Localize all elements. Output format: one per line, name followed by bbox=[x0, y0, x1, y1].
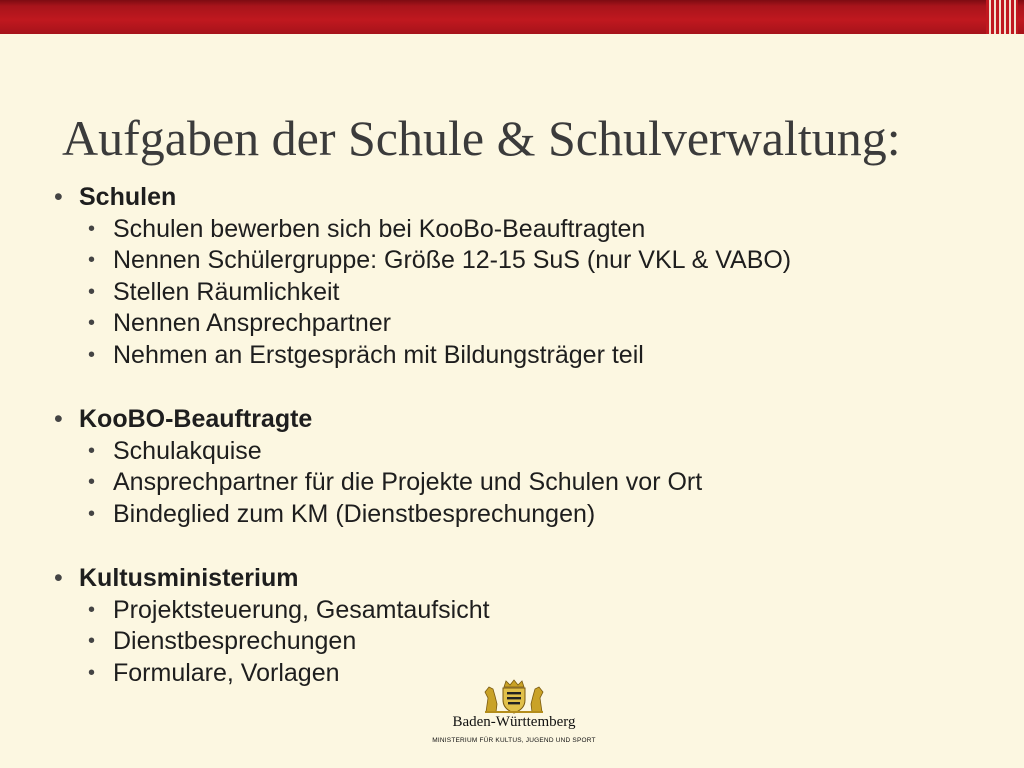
list-item bbox=[0, 277, 1024, 309]
bullet: • bbox=[88, 439, 96, 462]
section-gap bbox=[0, 530, 1024, 563]
list-item-text: Schulakquise bbox=[113, 436, 262, 465]
list-item-text: Projektsteuerung, Gesamtaufsicht bbox=[113, 595, 490, 624]
logo-subtitle: MINISTERIUM FÜR KULTUS, JUGEND UND SPORT bbox=[432, 737, 596, 744]
list-item bbox=[0, 467, 1024, 499]
logo-name: Baden-Württemberg bbox=[452, 714, 576, 730]
list-item bbox=[0, 436, 1024, 468]
bullet: • bbox=[54, 183, 63, 211]
bullet: • bbox=[88, 661, 96, 684]
bullet: • bbox=[88, 249, 96, 271]
section-heading-kultusministerium bbox=[0, 563, 1024, 595]
list-item-text: Formulare, Vorlagen bbox=[113, 658, 340, 687]
list-item bbox=[0, 214, 1024, 246]
top-bar-stripes bbox=[986, 0, 1018, 34]
list-item bbox=[0, 308, 1024, 340]
list-item bbox=[0, 499, 1024, 531]
slide-content bbox=[0, 182, 1024, 689]
bullet: • bbox=[54, 405, 63, 433]
section-heading-label: Schulen bbox=[79, 183, 177, 211]
section-heading-schulen bbox=[0, 182, 1024, 214]
bullet: • bbox=[88, 471, 96, 493]
bullet: • bbox=[88, 343, 96, 366]
slide-title: Aufgaben der Schule & Schulverwaltung: bbox=[62, 110, 901, 166]
bullet: • bbox=[88, 217, 96, 240]
list-item bbox=[0, 340, 1024, 372]
bullet: • bbox=[54, 564, 63, 592]
list-item-text: Nehmen an Erstgespräch mit Bildungsträger teil bbox=[113, 340, 644, 369]
list-item-text: Ansprechpartner für die Projekte und Schulen vor Ort bbox=[113, 468, 703, 496]
list-item-text: Schulen bewerben sich bei KooBo-Beauftragten bbox=[113, 214, 646, 243]
list-item-text: Bindeglied zum KM (Dienstbesprechungen) bbox=[113, 499, 596, 528]
list-item-text: Nennen Schülergruppe: Größe 12-15 SuS (nur VKL & VABO) bbox=[113, 246, 792, 274]
bullet: • bbox=[88, 598, 96, 621]
list-item bbox=[0, 245, 1024, 277]
list-item bbox=[0, 626, 1024, 658]
section-heading-koobo bbox=[0, 404, 1024, 436]
list-item-text: Nennen Ansprechpartner bbox=[113, 309, 391, 337]
bullet: • bbox=[88, 502, 96, 525]
section-heading-label: KooBO-Beauftragte bbox=[79, 405, 313, 433]
list-item-text: Stellen Räumlichkeit bbox=[113, 277, 340, 306]
ministry-logo bbox=[426, 678, 602, 758]
bullet: • bbox=[88, 312, 96, 334]
section-heading-label: Kultusministerium bbox=[79, 564, 299, 592]
coat-of-arms-icon bbox=[482, 678, 546, 714]
bullet: • bbox=[88, 630, 96, 652]
top-decorative-bar bbox=[0, 0, 1024, 34]
bullet: • bbox=[88, 280, 96, 303]
list-item bbox=[0, 595, 1024, 627]
list-item-text: Dienstbesprechungen bbox=[113, 627, 357, 655]
section-gap bbox=[0, 371, 1024, 404]
